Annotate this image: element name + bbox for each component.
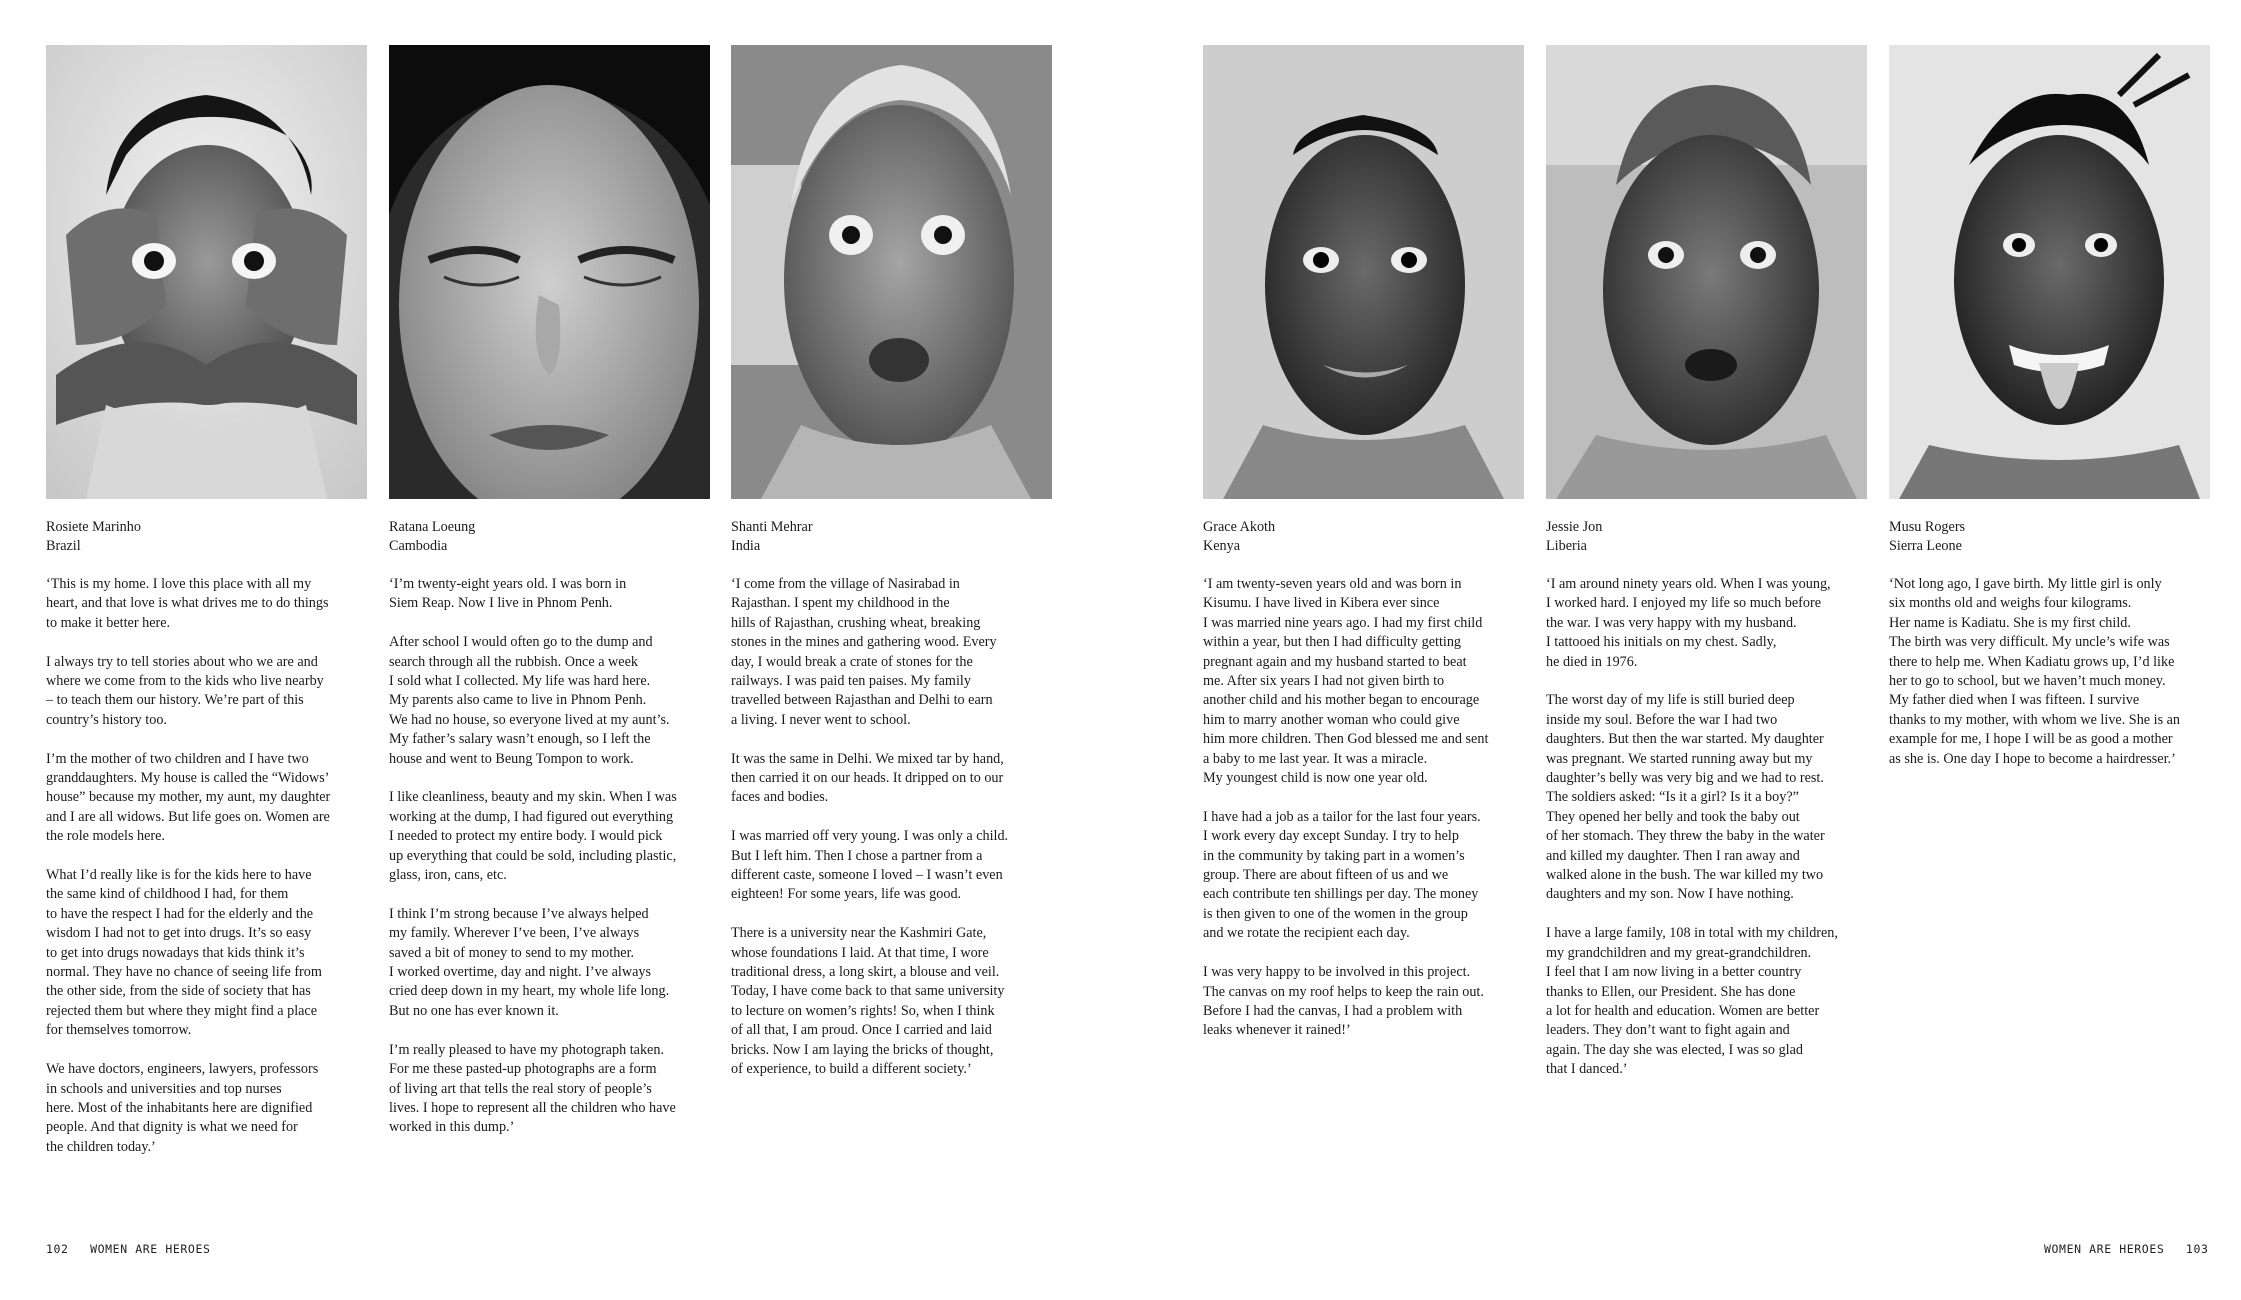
testimony-paragraph: ‘I’m twenty-eight years old. I was born in Siem Reap. Now I live in Phnom Penh. [389,576,627,612]
portrait-photo-rosiete [46,45,367,499]
profile-caption [389,518,719,557]
testimony-paragraph: ‘I come from the village of Nasirabad in Rajasthan. I spent my childhood in the hills of Rajasthan, crushing wheat, breaking stones in the mines and gathering wood. Every day, I would break a crate of stones for the railways. I was paid ten paises. My family travelled between Rajasthan and Delhi to earn a living. I never went to school. [731,576,997,728]
profile-name: Grace Akoth [1203,519,1276,535]
testimony-paragraph: I’m the mother of two children and I have two granddaughters. My house is called the “Widows’ house” because my mother, my aunt, my daughter and I are all widows. But life goes on. Women are the role models here. [46,750,331,845]
testimony-paragraph: It was the same in Delhi. We mixed tar by hand, then carried it on our heads. It dripped on to our faces and bodies. [731,750,1004,806]
testimony-paragraph: ‘Not long ago, I gave birth. My little girl is only six months old and weighs four kilograms. Her name is Kadiatu. She is my first child. The birth was very difficult. My uncle’s wife was there to help me. When Kadiatu grows up, I’d like her to go to school, but we haven’t much money. My father died when I was fifteen. I survive thanks to my mother, with whom we live. She is an example for me, I hope I will be as good a mother as she is. One day I hope to become a hairdresser.’ [1889,576,2181,767]
portrait-photo-musu [1889,45,2210,499]
profile-testimony [731,575,1061,1099]
testimony-paragraph: ‘I am twenty-seven years old and was born in Kisumu. I have lived in Kibera ever since I was married nine years ago. I had my first child within a year, but then I had difficulty getting pregnant again and my husband started to beat me. After six years I had not given birth to another child and his mother began to encourage him to marry another woman who could give him more children. Then God blessed me and sent a baby to me last year. It was a miracle. My youngest child is now one year old. [1203,576,1489,787]
profile-testimony [1546,575,1876,1099]
profile-testimony [389,575,719,1157]
portrait-photo-icon [731,45,1052,499]
profile-country: Kenya [1203,538,1241,555]
profile-testimony [1889,575,2219,788]
profile-name: Jessie Jon [1546,519,1603,535]
testimony-paragraph: I have a large family, 108 in total with my children, my grandchildren and my great-grandchildren. I feel that I am now living in a better country thanks to Ellen, our President. She has done a lot for health and education. Women are better leaders. They don’t want to fight again and again. The day she was elected, I was so glad that I danced.’ [1546,925,1838,1078]
profile-country: Sierra Leone [1889,538,1962,555]
profile-country: India [731,538,761,555]
testimony-paragraph: I have had a job as a tailor for the last four years. I work every day except Sunday. I try to help in the community by taking part in a women’s group. There are about fifteen of us and we each contribute ten shillings per day. The money is then given to one of the women in the group and we rotate the recipient each day. [1203,808,1481,942]
running-head: WOMEN ARE HEROES [2044,1242,2165,1256]
profile-testimony [1203,575,1533,1060]
testimony-paragraph: I’m really pleased to have my photograph taken. For me these pasted-up photographs are a form of living art that tells the real story of people’s lives. I hope to represent all the children who have worked in this dump.’ [389,1041,676,1136]
testimony-paragraph: What I’d really like is for the kids here to have the same kind of childhood I had, for them to have the respect I had for the elderly and the wisdom I had not to get into drugs. It’s so easy to get into drugs nowadays that kids think it’s normal. They have no chance of seeing life from the other side, from the side of society that has rejected them but where they might find a place for themselves tomorrow. [46,867,322,1039]
testimony-paragraph: There is a university near the Kashmiri Gate, whose foundations I laid. At that time, I wore traditional dress, a long skirt, a blouse and veil. Today, I have come back to that same university to lecture on women’s rights! So, when I think of all that, I am proud. Once I carried and laid bricks. Now I am laying the bricks of thought, of experience, to build a different society.’ [731,925,1005,1078]
page-number: 103 [2185,1242,2209,1256]
testimony-paragraph: I like cleanliness, beauty and my skin. When I was working at the dump, I had figured out everything I needed to protect my entire body. I would pick up everything that could be sold, including plastic, glass, iron, cans, etc. [389,789,677,884]
testimony-paragraph: ‘This is my home. I love this place with all my heart, and that love is what drives me to do things to make it better here. [46,576,329,631]
profile-caption [46,518,376,557]
portrait-photo-shanti [731,45,1052,499]
profile-country: Liberia [1546,538,1587,555]
testimony-paragraph: After school I would often go to the dump and search through all the rubbish. Once a week I sold what I collected. My life was hard here. My parents also came to live in Phnom Penh. We had no house, so everyone lived at my aunt’s. My father’s salary wasn’t enough, so I left the house and went to Beung Tompon to work. [389,634,670,767]
profile-country: Cambodia [389,538,448,555]
portrait-photo-icon [1889,45,2210,499]
portrait-photo-icon [1203,45,1524,499]
page-number: 102 [46,1242,69,1256]
running-head: WOMEN ARE HEROES [90,1242,211,1256]
profile-caption [1203,518,1533,557]
profile-testimony [46,575,376,1177]
portrait-photo-jessie [1546,45,1867,499]
page-folio-left [46,1242,225,1256]
portrait-photo-icon [46,45,367,499]
testimony-paragraph: I always try to tell stories about who we are and where we come from to the kids who live nearby – to teach them our history. We’re part of this country’s history too. [46,653,324,728]
testimony-paragraph: We have doctors, engineers, lawyers, professors in schools and universities and top nurses here. Most of the inhabitants here are dignified people. And that dignity is what we need for the children today.’ [46,1061,319,1155]
profile-caption [731,518,1061,557]
profile-caption [1546,518,1876,557]
profile-name: Musu Rogers [1889,519,1966,535]
testimony-paragraph: I think I’m strong because I’ve always helped my family. Wherever I’ve been, I’ve always saved a bit of money to send to my mother. I worked overtime, day and night. I’ve always cried deep down in my heart, my whole life long. But no one has ever known it. [389,905,670,1019]
testimony-paragraph: The worst day of my life is still buried deep inside my soul. Before the war I had two daughters. But then the war started. My daughter was pregnant. We started running away but my daughter’s belly was very big and we had to rest. The soldiers asked: “Is it a girl? Is it a boy?” They opened her belly and took the baby out of her stomach. They threw the baby in the water and killed my daughter. Then I ran away and walked alone in the bush. The war killed my two daughters and my son. Now I have nothing. [1546,692,1825,903]
portrait-photo-icon [389,45,710,499]
profile-country: Brazil [46,538,81,555]
portrait-photo-grace [1203,45,1524,499]
testimony-paragraph: I was very happy to be involved in this project. The canvas on my roof helps to keep the rain out. Before I had the canvas, I had a problem with leaks whenever it rained!’ [1203,964,1484,1039]
profile-name: Ratana Loeung [389,519,476,535]
profile-name: Rosiete Marinho [46,519,141,535]
page-folio-right [2044,1242,2209,1256]
portrait-photo-ratana [389,45,710,499]
profile-caption [1889,518,2219,557]
testimony-paragraph: ‘I am around ninety years old. When I was young, I worked hard. I enjoyed my life so much before the war. I was very happy with my husband. I tattooed his initials on my chest. Sadly, he died in 1976. [1546,576,1831,670]
portrait-photo-icon [1546,45,1867,499]
testimony-paragraph: I was married off very young. I was only a child. But I left him. Then I chose a partner from a different caste, someone I loved – I wasn’t even eighteen! For some years, life was good. [731,828,1009,903]
profile-name: Shanti Mehrar [731,519,813,535]
